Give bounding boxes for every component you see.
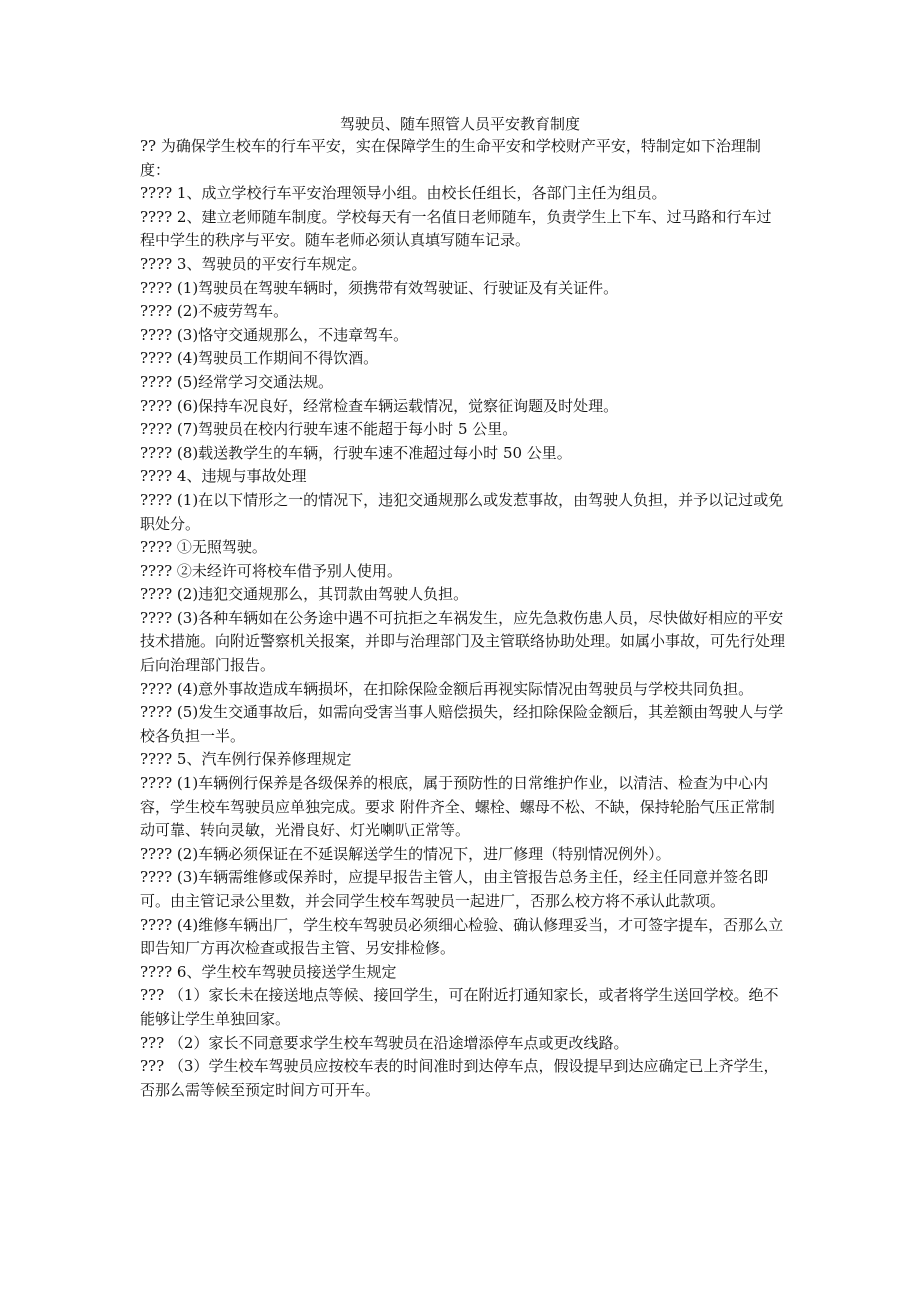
paragraph: ???? (3)各种车辆如在公务途中遇不可抗拒之车祸发生，应先急救伤患人员，尽快做好相应的平安技术措施。向附近警察机关报案，并即与治理部门及主管联络协助处理。如属小事故，可先行处理后向治理部门报告。 xyxy=(140,608,786,675)
paragraph: ???? (4)驾驶员工作期间不得饮酒。 xyxy=(140,349,379,368)
paragraph: ??? （2）家长不同意要求学生校车驾驶员在沿途增添停车点或更改线路。 xyxy=(140,1033,629,1052)
paragraph: ???? 2、建立老师随车制度。学校每天有一名值日老师随车，负责学生上下车、过马路和行车过程中学生的秩序与平安。随车老师必须认真填写随车记录。 xyxy=(140,207,772,250)
paragraph: ??? （1）家长未在接送地点等候、接回学生，可在附近打通知家长，或者将学生送回学校。绝不能够让学生单独回家。 xyxy=(140,986,779,1028)
paragraph: ??? （3）学生校车驾驶员应按校车表的时间准时到达停车点，假设提早到达应确定已上齐学生，否那么需等候至预定时间方可开车。 xyxy=(140,1057,779,1099)
paragraph: ???? ①无照驾驶。 xyxy=(140,538,267,557)
paragraph: ???? (5)经常学习交通法规。 xyxy=(140,372,334,391)
paragraph: ???? (4)意外事故造成车辆损坏，在扣除保险金额后再视实际情况由驾驶员与学校共同负担。 xyxy=(140,679,754,698)
paragraph: ???? 4、违规与事故处理 xyxy=(140,467,307,486)
paragraph: ???? 3、驾驶员的平安行车规定。 xyxy=(140,254,367,273)
paragraph: ???? (2)违犯交通规那么，其罚款由驾驶人负担。 xyxy=(140,585,469,604)
paragraph: ???? (2)车辆必须保证在不延误解送学生的情况下，进厂修理（特别情况例外）。 xyxy=(140,844,671,863)
paragraph: ???? (1)在以下情形之一的情况下，违犯交通规那么或发惹事故，由驾驶人负担，并予以记过或免职处分。 xyxy=(140,490,784,533)
document-body xyxy=(140,135,785,1102)
paragraph: ???? (5)发生交通事故后，如需向受害当事人赔偿损失，经扣除保险金额后，其差额由驾驶人与学校各负担一半。 xyxy=(140,703,784,745)
paragraph: ???? 1、成立学校行车平安治理领导小组。由校长任组长，各部门主任为组员。 xyxy=(140,184,667,203)
paragraph: ???? 6、学生校车驾驶员接送学生规定 xyxy=(140,962,397,981)
document-title: 驾驶员、随车照管人员平安教育制度 xyxy=(339,115,580,133)
paragraph: ???? (7)驾驶员在校内行驶车速不能超于每小时 5 公里。 xyxy=(140,420,518,439)
paragraph: ???? (3)恪守交通规那么，不违章驾车。 xyxy=(140,325,409,344)
paragraph: ???? ②未经许可将校车借予别人使用。 xyxy=(140,561,402,580)
paragraph: ???? (2)不疲劳驾车。 xyxy=(140,302,289,321)
paragraph: ???? (1)车辆例行保养是各级保养的根底，属于预防性的日常维护作业，以清洁、检查为中心内容，学生校车驾驶员应单独完成。要求 附件齐全、螺栓、螺母不松、不缺，保持轮胎气压正常制动可靠、转向灵敏，光滑良好、灯光喇叭正常等。 xyxy=(140,774,775,840)
paragraph: ???? (6)保持车况良好，经常检查车辆运载情况，觉察征询题及时处理。 xyxy=(140,396,619,415)
paragraph: ???? (1)驾驶员在驾驶车辆时，须携带有效驾驶证、行驶证及有关证件。 xyxy=(140,278,619,297)
paragraph: ???? 5、汽车例行保养修理规定 xyxy=(140,750,352,769)
paragraph: ?? 为确保学生校车的行车平安，实在保障学生的生命平安和学校财产平安，特制定如下治理制度： xyxy=(140,137,761,179)
paragraph: ???? (8)载送教学生的车辆，行驶车速不准超过每小时 50 公里。 xyxy=(140,443,572,462)
paragraph: ???? (4)维修车辆出厂，学生校车驾驶员必须细心检验、确认修理妥当，才可签字提车，否那么立即告知厂方再次检查或报告主管、另安排检修。 xyxy=(140,915,784,958)
paragraph: ???? (3)车辆需维修或保养时，应提早报告主管人，由主管报告总务主任，经主任同意并签名即可。由主管记录公里数，并会同学生校车驾驶员一起进厂，否那么校方将不承认此款项。 xyxy=(140,868,769,910)
